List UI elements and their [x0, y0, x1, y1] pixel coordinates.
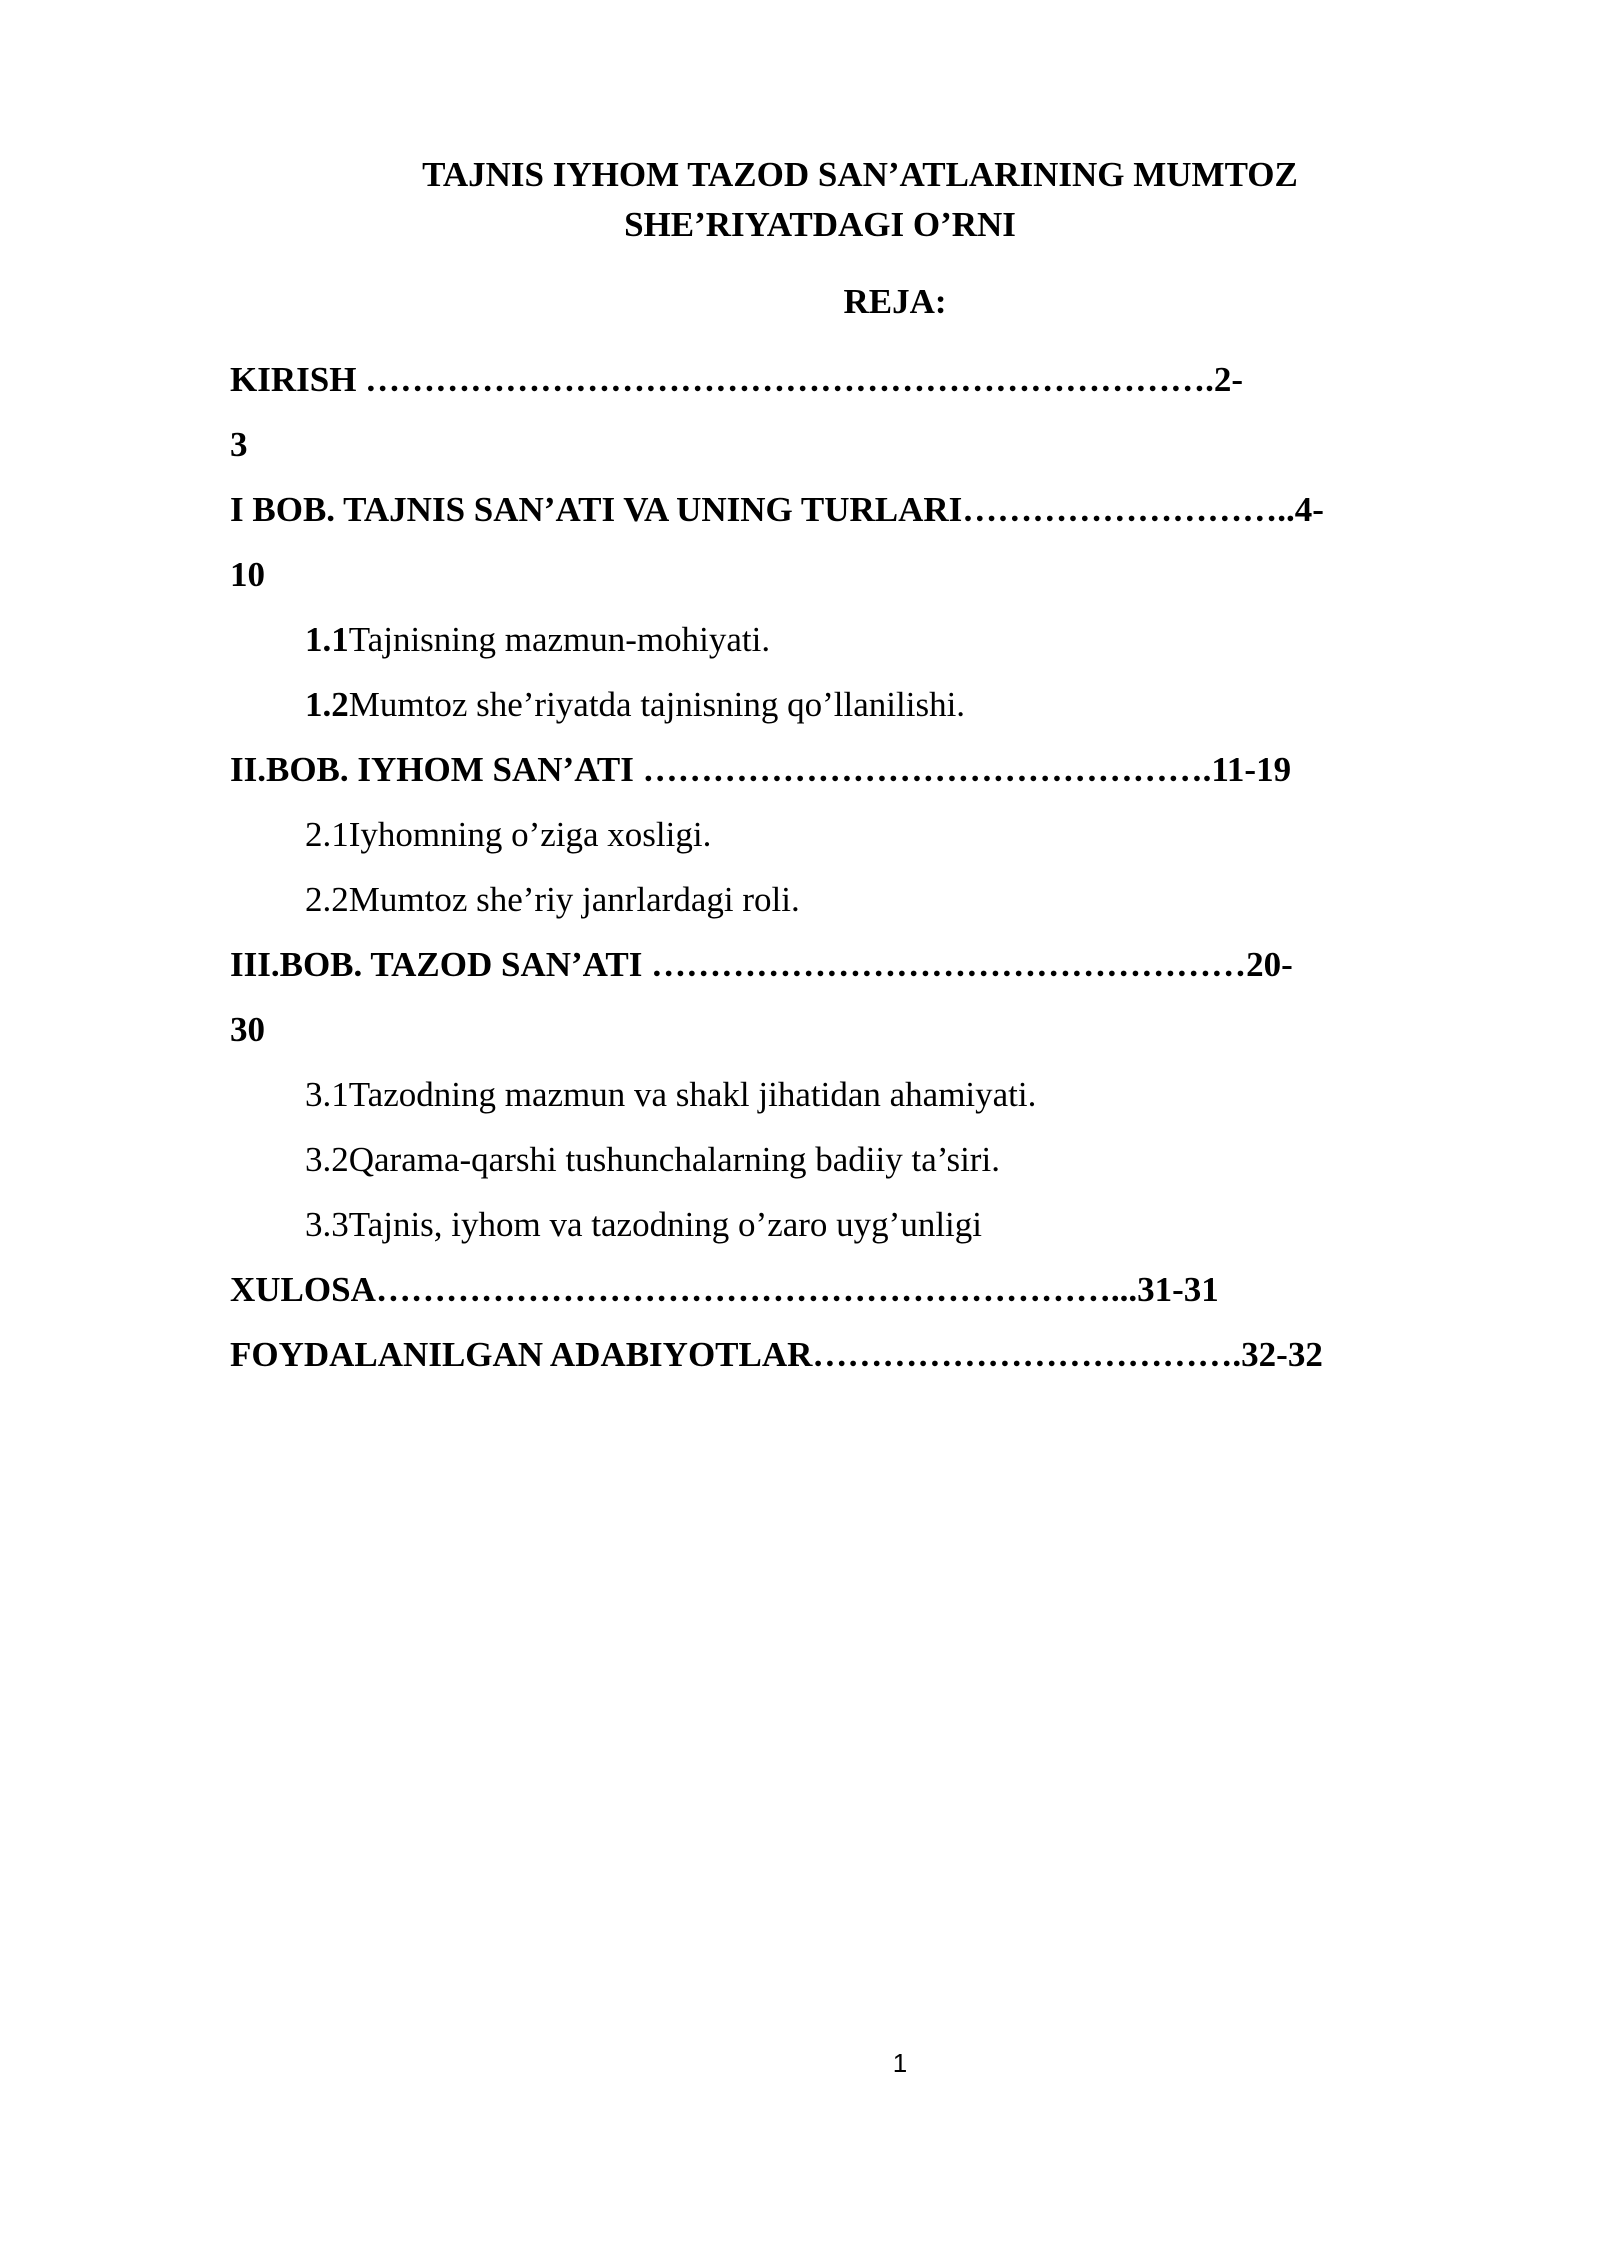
toc-subentry-1-1 [305, 618, 770, 662]
toc-entry-xulosa: XULOSA………………………………………………………...31-31 [230, 1270, 1219, 1309]
document-title-line-1: TAJNIS IYHOM TAZOD SAN’ATLARINING MUMTOZ [422, 155, 1298, 194]
toc-subentry-2-1: 2.1Iyhomning o’ziga xosligi. [305, 815, 712, 854]
toc-subentry-3-3: 3.3Tajnis, iyhom va tazodning o’zaro uyg’unligi [305, 1205, 982, 1244]
toc-subentry-3-1: 3.1Tazodning mazmun va shakl jihatidan ahamiyati. [305, 1075, 1037, 1114]
toc-entry-chapter-3-continuation: 30 [230, 1010, 265, 1049]
toc-subentry-1-2-text: Mumtoz she’riyatda tajnisning qo’llanilishi. [348, 685, 966, 724]
toc-subentry-3-2: 3.2Qarama-qarshi tushunchalarning badiiy ta’siri. [305, 1140, 1000, 1179]
toc-entry-chapter-3: III.BOB. TAZOD SAN’ATI ……………………………………………20- [230, 945, 1293, 984]
plan-heading: REJA: [843, 282, 947, 321]
page-number: 1 [892, 2048, 908, 2078]
toc-subentry-2-2: 2.2Mumtoz she’riy janrlardagi roli. [305, 880, 800, 919]
toc-entry-chapter-1-continuation: 10 [230, 555, 265, 594]
toc-entry-kirish: KIRISH ……………………………………………………………….2- [230, 360, 1244, 399]
toc-entry-chapter-2: II.BOB. IYHOM SAN’ATI ………………………………………….11-19 [230, 750, 1292, 789]
toc-entry-kirish-continuation: 3 [230, 425, 248, 464]
toc-subentry-1-2-number: 1.2 [305, 685, 349, 724]
toc-entry-adabiyotlar: FOYDALANILGAN ADABIYOTLAR……………………………….32-32 [230, 1335, 1323, 1374]
document-title-line-2: SHE’RIYATDAGI O’RNI [624, 205, 1016, 244]
toc-subentry-1-2 [305, 683, 965, 727]
toc-subentry-1-1-text: Tajnisning mazmun-mohiyati. [348, 620, 771, 659]
toc-subentry-1-1-number: 1.1 [305, 620, 349, 659]
toc-entry-chapter-1: I BOB. TAJNIS SAN’ATI VA UNING TURLARI………………………..4- [230, 490, 1324, 529]
